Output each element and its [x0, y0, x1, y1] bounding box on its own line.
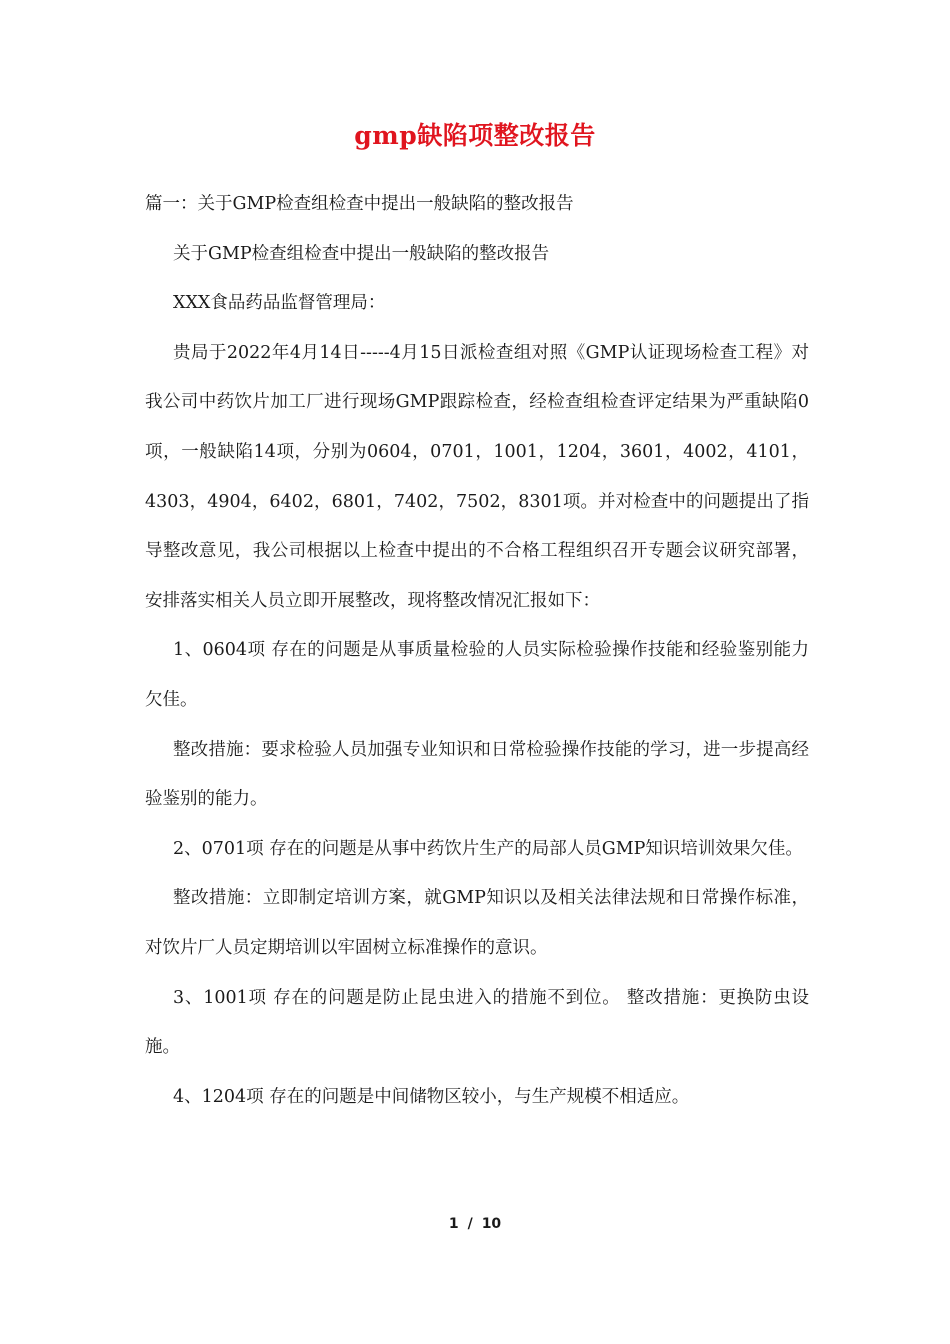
current-page-number: 1	[448, 1216, 459, 1232]
total-page-count: 10	[481, 1216, 502, 1232]
issue-item-4: 4、1204项 存在的问题是中间储物区较小，与生产规模不相适应。	[173, 1086, 690, 1107]
section-heading: 篇一：关于GMP检查组检查中提出一般缺陷的整改报告	[145, 194, 574, 214]
measure-item-2: 整改措施：立即制定培训方案，就GMP知识以及相关法律法规和日常操作标准，对饮片厂人员定期培训以牢固树立标准操作的意识。	[145, 888, 809, 958]
issue-item-2: 2、0701项 存在的问题是从事中药饮片生产的局部人员GMP知识培训效果欠佳。	[173, 838, 803, 859]
document-body	[145, 180, 809, 1122]
measure-item-1: 整改措施：要求检验人员加强专业知识和日常检验操作技能的学习，进一步提高经验鉴别的能力。	[145, 739, 809, 810]
addressee: XXX食品药品监督管理局：	[173, 293, 386, 314]
issue-item-1: 1、0604项 存在的问题是从事质量检验的人员实际检验操作技能和经验鉴别能力欠佳。	[145, 640, 809, 710]
document-title: gmp缺陷项整改报告	[354, 121, 596, 150]
page-separator: /	[467, 1216, 473, 1232]
report-subtitle: 关于GMP检查组检查中提出一般缺陷的整改报告	[173, 243, 550, 264]
issue-item-3: 3、1001项 存在的问题是防止昆虫进入的措施不到位。 整改措施：更换防虫设施。	[145, 987, 809, 1058]
page-number	[0, 1212, 950, 1236]
intro-paragraph: 贵局于2022年4月14日-----4月15日派检查组对照《GMP认证现场检查工程》对我公司中药饮片加工厂进行现场GMP跟踪检查，经检查组检查评定结果为严重缺陷0项，一般缺陷14项，分别为0604，0701，1001，1204，3601，4002，4101，4303，4904，6402，6801，7402，7502，8301项。并对检查中的问题提出了指导整改意见，我公司根据以上检查中提出的不合格工程组织召开专题会议研究部署，安排落实相关人员立即开展整改，现将整改情况汇报如下：	[145, 342, 809, 611]
